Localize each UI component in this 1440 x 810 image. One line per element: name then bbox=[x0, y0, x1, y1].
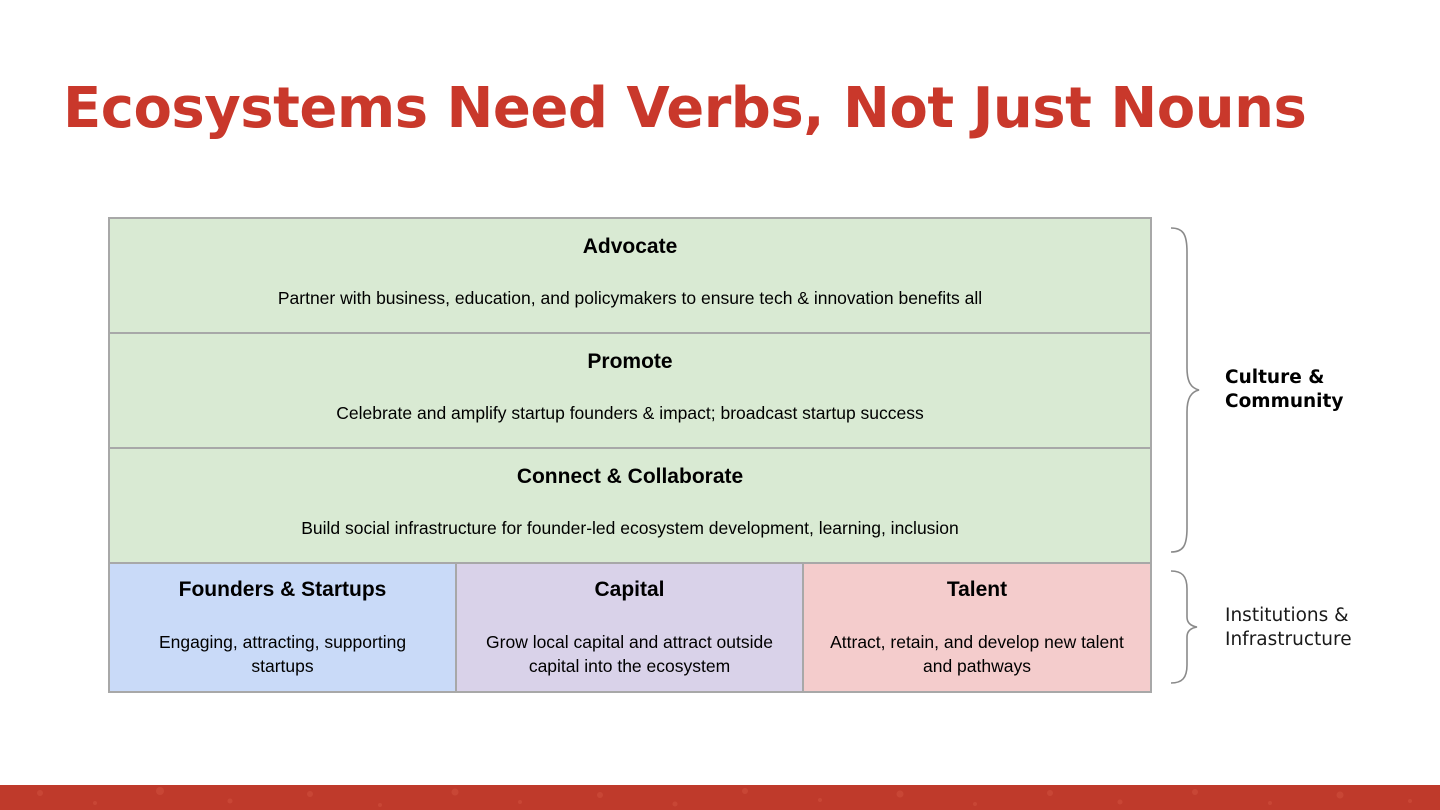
cell-description: Grow local capital and attract outside capital into the ecosystem bbox=[486, 632, 773, 676]
cell-description: Engaging, attracting, supporting startups bbox=[158, 632, 407, 676]
row-connect-collaborate bbox=[110, 449, 1150, 564]
culture-community-label: Culture & Community bbox=[1225, 367, 1344, 412]
row-description: Build social infrastructure for founder-led ecosystem development, learning, inclusion bbox=[301, 518, 959, 538]
cell-description: Attract, retain, and develop new talent and pathways bbox=[830, 632, 1124, 676]
footer-banner bbox=[0, 785, 1440, 810]
row-heading: Advocate bbox=[582, 235, 678, 258]
footer-texture-icon bbox=[0, 785, 1440, 810]
row-advocate bbox=[110, 219, 1150, 334]
institutions-infrastructure-label: Institutions & Infrastructure bbox=[1225, 605, 1352, 650]
culture-brace-icon bbox=[1165, 220, 1205, 560]
cell-heading: Founders & Startups bbox=[178, 578, 387, 601]
cell-heading: Capital bbox=[594, 578, 665, 601]
row-heading: Connect & Collaborate bbox=[516, 465, 744, 488]
row-heading: Promote bbox=[587, 350, 673, 373]
row-promote bbox=[110, 334, 1150, 449]
slide-title: Ecosystems Need Verbs, Not Just Nouns bbox=[63, 76, 1307, 141]
row-description: Partner with business, education, and policymakers to ensure tech & innovation benefits all bbox=[277, 288, 983, 308]
cell-founders-startups bbox=[110, 564, 457, 691]
cell-heading: Talent bbox=[946, 578, 1008, 601]
institutions-brace-icon bbox=[1165, 565, 1205, 690]
cell-capital bbox=[457, 564, 804, 691]
ecosystem-table bbox=[108, 217, 1152, 693]
cell-talent bbox=[804, 564, 1150, 691]
row-description: Celebrate and amplify startup founders & impact; broadcast startup success bbox=[336, 403, 924, 423]
